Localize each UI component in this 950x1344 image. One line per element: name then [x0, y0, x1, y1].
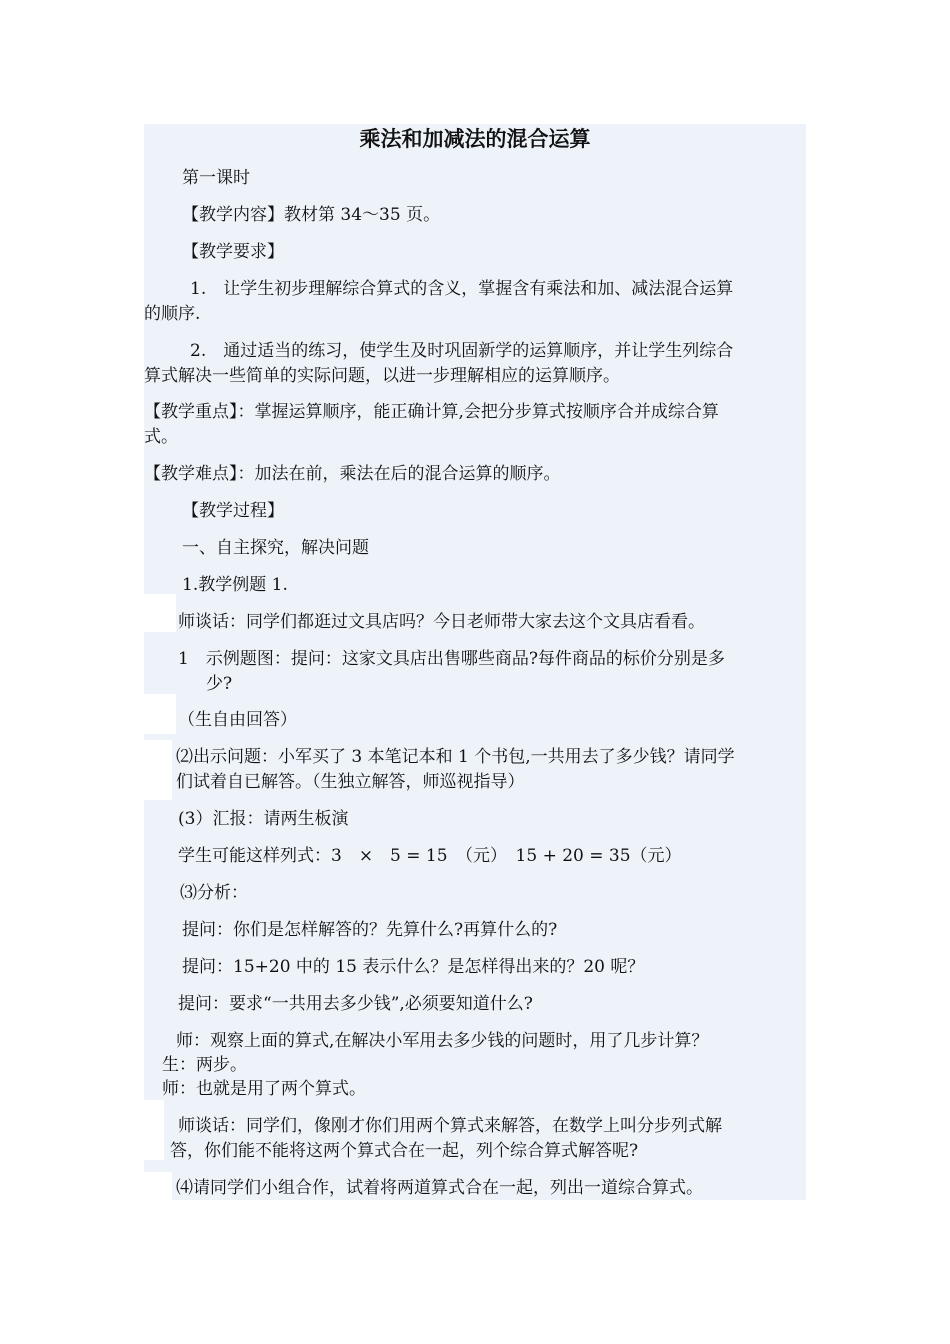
teacher-observe: 师：观察上面的算式,在解决小军用去多少钱的问题时，用了几步计算？: [176, 1031, 709, 1051]
lesson-period: 第一课时: [182, 168, 250, 188]
key-point-line-2: 式。: [144, 427, 178, 447]
step-2-line-2: 们试着自已解答。（生独立解答，师巡视指导）: [176, 772, 525, 792]
teacher-talk-2-line-2: 答，你们能不能将这两个算式合在一起，列个综合算式解答呢?: [170, 1141, 639, 1161]
step-2-line-1: ⑵出示问题：小军买了 3 本笔记本和 1 个书包,一共用去了多少钱？请同学: [176, 747, 735, 767]
step-4-group-work: ⑷请同学们小组合作，试着将两道算式合在一起，列出一道综合算式。: [176, 1178, 703, 1198]
shading-notch: [144, 594, 176, 632]
key-point-line-1: 【教学重点】：掌握运算顺序，能正确计算,会把分步算式按顺序合并成综合算: [144, 402, 719, 422]
teaching-process-heading: 【教学过程】: [182, 501, 284, 521]
question-2: 提问：15+20 中的 15 表示什么？是怎样得出来的？20 呢？: [182, 957, 645, 977]
shading-notch: [144, 694, 176, 734]
teaching-content: 【教学内容】教材第 34～35 页。: [182, 205, 441, 225]
shading-notch: [144, 740, 172, 800]
analysis-heading: ⑶分析：: [180, 883, 248, 903]
document-title: 乘法和加减法的混合运算: [359, 126, 591, 151]
teacher-talk-2-line-1: 师谈话：同学们，像刚才你们用两个算式来解答，在数学上叫分步列式解: [178, 1116, 722, 1136]
question-1: 提问：你们是怎样解答的？先算什么?再算什么的?: [182, 920, 558, 940]
teacher-talk-1: 师谈话：同学们都逛过文具店吗？今日老师带大家去这个文具店看看。: [178, 612, 705, 632]
step-1-line-1: 1 示例题图：提问：这家文具店出售哪些商品?每件商品的标价分别是多: [178, 649, 725, 669]
shading-notch: [144, 1100, 164, 1160]
difficult-point: 【教学难点】：加法在前，乘法在后的混合运算的顺序。: [144, 464, 561, 484]
teaching-requirements-heading: 【教学要求】: [182, 242, 284, 262]
requirement-1-line-1: 1. 让学生初步理解综合算式的含义，掌握含有乘法和加、减法混合运算: [190, 279, 734, 299]
section-1-heading: 一、自主探究，解决问题: [182, 538, 369, 558]
students-answer: （生自由回答）: [178, 710, 297, 730]
step-1-line-2: 少?: [206, 674, 233, 694]
student-reply: 生：两步。: [162, 1055, 247, 1075]
step-3-report: (3）汇报：请两生板演: [178, 809, 349, 829]
requirement-1-line-2: 的顺序.: [144, 304, 201, 324]
shading-notch: [144, 1172, 172, 1200]
question-3: 提问：要求“一共用去多少钱”,必须要知道什么?: [178, 994, 533, 1014]
student-equations: 学生可能这样列式：3 × 5 = 15 （元） 15 + 20 = 35（元）: [178, 846, 682, 866]
example-1-heading: 1.教学例题 1.: [182, 575, 288, 595]
teacher-reply: 师：也就是用了两个算式。: [162, 1079, 366, 1099]
requirement-2-line-2: 算式解决一些简单的实际问题，以进一步理解相应的运算顺序。: [144, 366, 620, 386]
requirement-2-line-1: 2. 通过适当的练习，使学生及时巩固新学的运算顺序，并让学生列综合: [190, 341, 734, 361]
